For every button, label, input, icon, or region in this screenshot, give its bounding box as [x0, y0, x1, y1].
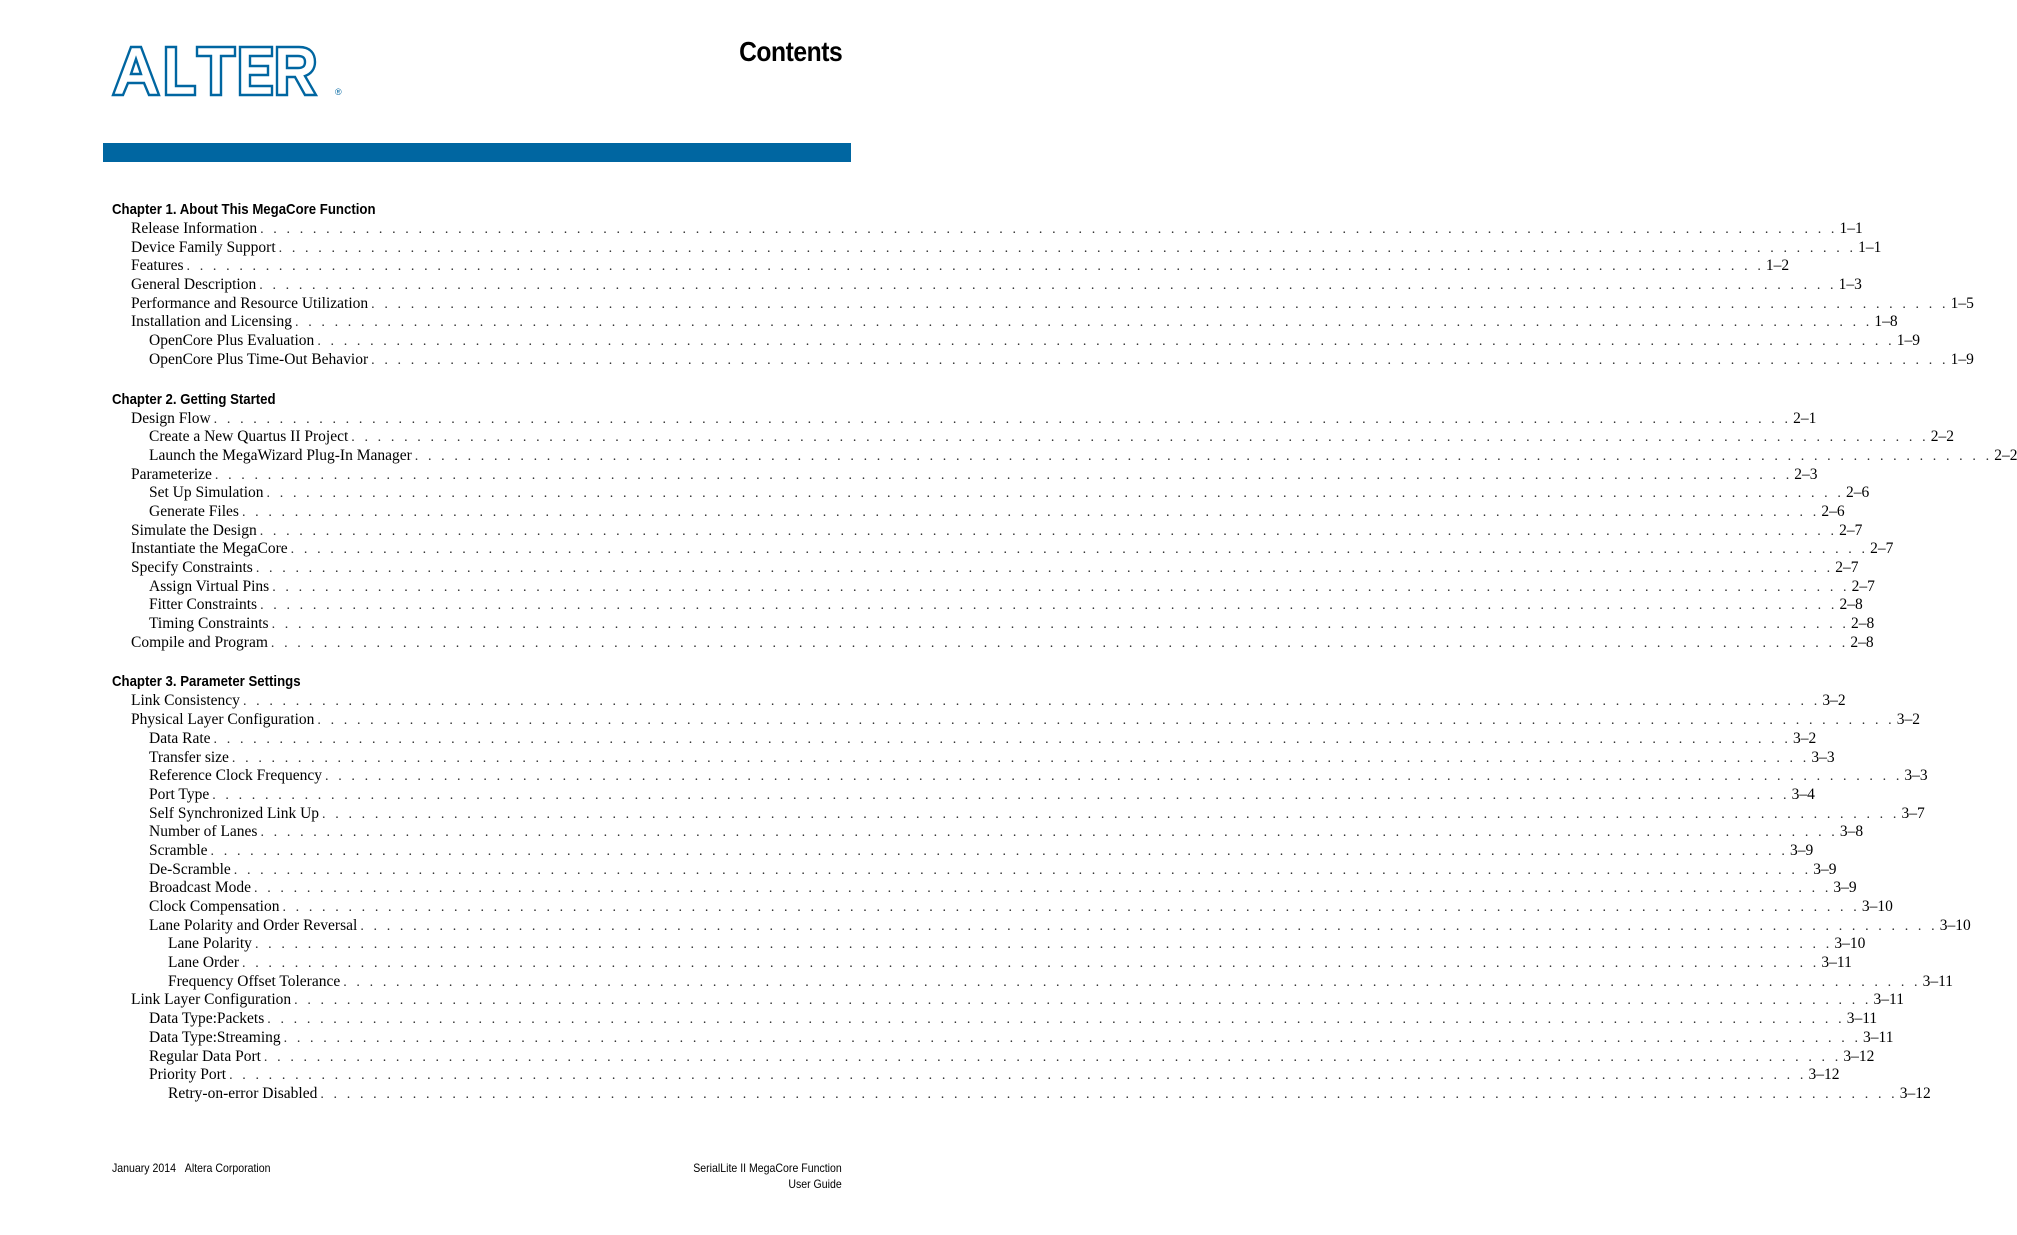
dot-leader: . . . . . . . . . . . . . . . . . . . . . . . . . . . . . . . . . . . . . . . . . . . . . . . . . . . . . . . . . . . . . . . . . . . . . . . . . . . . . . . . . . . . . . . . . . . . . . . . . . . . . . . . . . . . . . . . . . . . . . . . [260, 598, 1838, 614]
toc-entry[interactable] [112, 1084, 1931, 1104]
toc-entry[interactable] [112, 804, 1925, 824]
toc-entry-page: 2–2 [1930, 428, 1954, 446]
toc-entry-page: 1–5 [1950, 294, 1974, 312]
toc-entry-page: 2–7 [1870, 540, 1894, 558]
page-title: Contents [738, 36, 842, 67]
toc-entry-label: Number of Lanes [149, 823, 258, 841]
dot-leader: . . . . . . . . . . . . . . . . . . . . . . . . . . . . . . . . . . . . . . . . . . . . . . . . . . . . . . . . . . . . . . . . . . . . . . . . . . . . . . . . . . . . . . . . . . . . . . . . . . . . . . . . . . . . . . . . . . . . . . . . [271, 617, 1849, 633]
toc-entry-label: Instantiate the MegaCore [131, 540, 288, 558]
dot-leader: . . . . . . . . . . . . . . . . . . . . . . . . . . . . . . . . . . . . . . . . . . . . . . . . . . . . . . . . . . . . . . . . . . . . . . . . . . . . . . . . . . . . . . . . . . . . . . . . . . . . . . . . . . . . . . . . . . . . . . . . [259, 278, 1837, 294]
toc-entry[interactable] [112, 841, 1814, 861]
toc-entry[interactable] [112, 409, 1817, 429]
svg-text:®: ® [335, 87, 342, 97]
toc-entry-page: 3–2 [1896, 711, 1921, 729]
toc-entry-page: 3–11 [1846, 1010, 1878, 1028]
toc-entry[interactable] [112, 748, 1835, 768]
dot-leader: . . . . . . . . . . . . . . . . . . . . . . . . . . . . . . . . . . . . . . . . . . . . . . . . . . . . . . . . . . . . . . . . . . . . . . . . . . . . . . . . . . . . . . . . . . . . . . . . . . . . . . . . . . . . . . . . . . . . . . . . [325, 769, 1903, 785]
toc-entry[interactable] [112, 898, 1893, 917]
dot-leader: . . . . . . . . . . . . . . . . . . . . . . . . . . . . . . . . . . . . . . . . . . . . . . . . . . . . . . . . . . . . . . . . . . . . . . . . . . . . . . . . . . . . . . . . . . . . . . . . . . . . . . . . . . . . . . . . . . . . . . . . [343, 974, 1921, 990]
toc-entry-label: Physical Layer Configuration [131, 711, 315, 729]
dot-leader: . . . . . . . . . . . . . . . . . . . . . . . . . . . . . . . . . . . . . . . . . . . . . . . . . . . . . . . . . . . . . . . . . . . . . . . . . . . . . . . . . . . . . . . . . . . . . . . . . . . . . . . . . . . . . . . . . . . . . . . . [229, 1068, 1807, 1084]
toc-entry-label: General Description [131, 276, 257, 294]
dot-leader: . . . . . . . . . . . . . . . . . . . . . . . . . . . . . . . . . . . . . . . . . . . . . . . . . . . . . . . . . . . . . . . . . . . . . . . . . . . . . . . . . . . . . . . . . . . . . . . . . . . . . . . . . . . . . . . . . . . . . . . . [290, 542, 1869, 558]
toc-entry-label: Release Information [131, 220, 258, 237]
toc-entry-page: 1–9 [1950, 350, 1974, 368]
toc-entry-label: Simulate the Design [131, 521, 257, 539]
dot-leader: . . . . . . . . . . . . . . . . . . . . . . . . . . . . . . . . . . . . . . . . . . . . . . . . . . . . . . . . . . . . . . . . . . . . . . . . . . . . . . . . . . . . . . . . . . . . . . . . . . . . . . . . . . . . . . . . . . . . . . . . [241, 504, 1820, 520]
dot-leader: . . . . . . . . . . . . . . . . . . . . . . . . . . . . . . . . . . . . . . . . . . . . . . . . . . . . . . . . . . . . . . . . . . . . . . . . . . . . . . . . . . . . . . . . . . . . . . . . . . . . . . . . . . . . . . . . . . . . . . . . [317, 334, 1895, 350]
toc-entry-page: 2–8 [1839, 596, 1863, 614]
toc-entry-page: 2–6 [1845, 484, 1870, 502]
dot-leader: . . . . . . . . . . . . . . . . . . . . . . . . . . . . . . . . . . . . . . . . . . . . . . . . . . . . . . . . . . . . . . . . . . . . . . . . . . . . . . . . . . . . . . . . . . . . . . . . . . . . . . . . . . . . . . . . . . . . . . . . [283, 1030, 1862, 1046]
toc-entry-page: 3–3 [1904, 767, 1928, 785]
toc-entry-label: Generate Files [149, 502, 239, 520]
dot-leader: . . . . . . . . . . . . . . . . . . . . . . . . . . . . . . . . . . . . . . . . . . . . . . . . . . . . . . . . . . . . . . . . . . . . . . . . . . . . . . . . . . . . . . . . . . . . . . . . . . . . . . . . . . . . . . . . . . . . . . . . [212, 787, 1790, 803]
toc-entry-page: 3–7 [1901, 804, 1925, 822]
dot-leader: . . . . . . . . . . . . . . . . . . . . . . . . . . . . . . . . . . . . . . . . . . . . . . . . . . . . . . . . . . . . . . . . . . . . . . . . . . . . . . . . . . . . . . . . . . . . . . . . . . . . . . . . . . . . . . . . . . . . . . . . [233, 862, 1812, 878]
toc-entry-page: 3–12 [1843, 1047, 1875, 1065]
toc-entry-label: Frequency Offset Tolerance [168, 972, 341, 990]
toc-entry[interactable] [112, 540, 1894, 559]
toc-entry-label: Performance and Resource Utilization [131, 294, 369, 312]
toc-entry-label: Launch the MegaWizard Plug-In Manager [149, 446, 412, 464]
dot-leader: . . . . . . . . . . . . . . . . . . . . . . . . . . . . . . . . . . . . . . . . . . . . . . . . . . . . . . . . . . . . . . . . . . . . . . . . . . . . . . . . . . . . . . . . . . . . . . . . . . . . . . . . . . . . . . . . . . . . . . . . [320, 1086, 1898, 1102]
toc-entry-label: Priority Port [149, 1066, 227, 1084]
toc-entry-page: 3–10 [1939, 916, 1971, 934]
chapter-heading[interactable]: Chapter 3. Parameter Settings [112, 673, 301, 691]
dot-leader: . . . . . . . . . . . . . . . . . . . . . . . . . . . . . . . . . . . . . . . . . . . . . . . . . . . . . . . . . . . . . . . . . . . . . . . . . . . . . . . . . . . . . . . . . . . . . . . . . . . . . . . . . . . . . . . . . . . . . . . . [272, 579, 1850, 595]
chapter-section [112, 672, 1971, 1103]
toc-entry-page: 3–8 [1839, 823, 1864, 841]
dot-leader: . . . . . . . . . . . . . . . . . . . . . . . . . . . . . . . . . . . . . . . . . . . . . . . . . . . . . . . . . . . . . . . . . . . . . . . . . . . . . . . . . . . . . . . . . . . . . . . . . . . . . . . . . . . . . . . . . . . . . . . . [254, 881, 1832, 897]
dot-leader: . . . . . . . . . . . . . . . . . . . . . . . . . . . . . . . . . . . . . . . . . . . . . . . . . . . . . . . . . . . . . . . . . . . . . . . . . . . . . . . . . . . . . . . . . . . . . . . . . . . . . . . . . . . . . . . . . . . . . . . . [371, 296, 1949, 312]
toc-entry-page: 3–4 [1791, 785, 1815, 803]
toc-entry-label: Link Layer Configuration [131, 991, 292, 1009]
dot-leader: . . . . . . . . . . . . . . . . . . . . . . . . . . . . . . . . . . . . . . . . . . . . . . . . . . . . . . . . . . . . . . . . . . . . . . . . . . . . . . . . . . . . . . . . . . . . . . . . . . . . . . . . . . . . . . . . . . . . . . . . [242, 694, 1821, 710]
dot-leader: . . . . . . . . . . . . . . . . . . . . . . . . . . . . . . . . . . . . . . . . . . . . . . . . . . . . . . . . . . . . . . . . . . . . . . . . . . . . . . . . . . . . . . . . . . . . . . . . . . . . . . . . . . . . . . . . . . . . . . . . [242, 956, 1820, 972]
toc-entry-page: 3–12 [1899, 1084, 1931, 1102]
chapter-heading[interactable]: Chapter 1. About This MegaCore Function [112, 201, 376, 218]
toc-entry[interactable] [112, 502, 1845, 522]
toc-entry-page: 3–11 [1922, 972, 1954, 990]
dot-leader: . . . . . . . . . . . . . . . . . . . . . . . . . . . . . . . . . . . . . . . . . . . . . . . . . . . . . . . . . . . . . . . . . . . . . . . . . . . . . . . . . . . . . . . . . . . . . . . . . . . . . . . . . . . . . . . . . . . . . . . . [254, 937, 1833, 953]
toc-entry-label: OpenCore Plus Time-Out Behavior [149, 350, 369, 368]
toc-entry-label: Link Consistency [131, 692, 240, 710]
dot-leader: . . . . . . . . . . . . . . . . . . . . . . . . . . . . . . . . . . . . . . . . . . . . . . . . . . . . . . . . . . . . . . . . . . . . . . . . . . . . . . . . . . . . . . . . . . . . . . . . . . . . . . . . . . . . . . . . . . . . . . . . [213, 731, 1791, 747]
toc-entry-page: 2–3 [1794, 465, 1818, 483]
toc-entry[interactable] [112, 823, 1864, 842]
toc-entry-label: Transfer size [149, 748, 229, 766]
toc-entry-label: Data Type:Packets [149, 1010, 265, 1028]
dot-leader: . . . . . . . . . . . . . . . . . . . . . . . . . . . . . . . . . . . . . . . . . . . . . . . . . . . . . . . . . . . . . . . . . . . . . . . . . . . . . . . . . . . . . . . . . . . . . . . . . . . . . . . . . . . . . . . . . . . . . . . . [186, 259, 1764, 275]
toc-entry[interactable] [112, 1047, 1875, 1067]
dot-leader: . . . . . . . . . . . . . . . . . . . . . . . . . . . . . . . . . . . . . . . . . . . . . . . . . . . . . . . . . . . . . . . . . . . . . . . . . . . . . . . . . . . . . . . . . . . . . . . . . . . . . . . . . . . . . . . . . . . . . . . . [278, 240, 1857, 256]
dot-leader: . . . . . . . . . . . . . . . . . . . . . . . . . . . . . . . . . . . . . . . . . . . . . . . . . . . . . . . . . . . . . . . . . . . . . . . . . . . . . . . . . . . . . . . . . . . . . . . . . . . . . . . . . . . . . . . . . . . . . . . . [360, 918, 1938, 934]
toc-entry-page: 3–10 [1834, 935, 1866, 953]
toc-entry-page: 3–3 [1811, 748, 1835, 766]
toc-entry-label: Regular Data Port [149, 1047, 261, 1065]
toc-entry[interactable] [112, 615, 1875, 634]
toc-entry[interactable] [112, 935, 1866, 954]
chapter-section [112, 390, 2017, 653]
toc-entry[interactable] [112, 692, 1846, 711]
toc-entry-page: 3–10 [1861, 898, 1893, 915]
toc-entry[interactable] [112, 1066, 1840, 1085]
toc-entry[interactable] [112, 729, 1817, 749]
toc-entry-page: 3–12 [1808, 1066, 1840, 1084]
toc-entry[interactable] [112, 238, 1882, 258]
toc-entry-label: Clock Compensation [149, 898, 280, 915]
toc-entry-label: Lane Polarity [168, 935, 252, 953]
toc-entry[interactable] [112, 521, 1863, 541]
toc-entry-label: Broadcast Mode [149, 879, 252, 897]
dot-leader: . . . . . . . . . . . . . . . . . . . . . . . . . . . . . . . . . . . . . . . . . . . . . . . . . . . . . . . . . . . . . . . . . . . . . . . . . . . . . . . . . . . . . . . . . . . . . . . . . . . . . . . . . . . . . . . . . . . . . . . . [255, 561, 1834, 576]
toc-entry-label: De-Scramble [149, 860, 231, 878]
toc-entry-page: 2–1 [1793, 409, 1817, 427]
dot-leader: . . . . . . . . . . . . . . . . . . . . . . . . . . . . . . . . . . . . . . . . . . . . . . . . . . . . . . . . . . . . . . . . . . . . . . . . . . . . . . . . . . . . . . . . . . . . . . . . . . . . . . . . . . . . . . . . . . . . . . . . [260, 825, 1838, 841]
toc-entry[interactable] [112, 972, 1954, 992]
toc-entry[interactable] [112, 332, 1920, 351]
toc-entry-page: 3–9 [1833, 879, 1857, 897]
toc-entry-label: Design Flow [131, 409, 211, 427]
toc-entry[interactable] [112, 860, 1837, 880]
dot-leader: . . . . . . . . . . . . . . . . . . . . . . . . . . . . . . . . . . . . . . . . . . . . . . . . . . . . . . . . . . . . . . . . . . . . . . . . . . . . . . . . . . . . . . . . . . . . . . . . . . . . . . . . . . . . . . . . . . . . . . . . [266, 486, 1844, 502]
toc-entry-label: Scramble [149, 841, 208, 859]
footer-right [694, 1160, 843, 1192]
toc-entry-label: Data Rate [149, 729, 211, 747]
toc-entry[interactable] [112, 954, 1852, 973]
dot-leader: . . . . . . . . . . . . . . . . . . . . . . . . . . . . . . . . . . . . . . . . . . . . . . . . . . . . . . . . . . . . . . . . . . . . . . . . . . . . . . . . . . . . . . . . . . . . . . . . . . . . . . . . . . . . . . . . . . . . . . . . [317, 713, 1895, 729]
toc-entry[interactable] [112, 596, 1863, 615]
toc-entry[interactable] [112, 577, 1875, 597]
toc-entry[interactable] [112, 276, 1862, 295]
dot-leader: . . . . . . . . . . . . . . . . . . . . . . . . . . . . . . . . . . . . . . . . . . . . . . . . . . . . . . . . . . . . . . . . . . . . . . . . . . . . . . . . . . . . . . . . . . . . . . . . . . . . . . . . . . . . . . . . . . . . . . . . [263, 1049, 1842, 1065]
toc-entry-label: Assign Virtual Pins [149, 577, 270, 595]
footer-product: SerialLite II MegaCore Function [693, 1161, 842, 1175]
footer-left [112, 1160, 271, 1176]
toc-entry-page: 3–11 [1863, 1028, 1894, 1046]
header-banner [103, 143, 851, 162]
toc-entry-page: 3–2 [1822, 692, 1846, 710]
toc-entry-label: Port Type [149, 785, 210, 803]
dot-leader: . . . . . . . . . . . . . . . . . . . . . . . . . . . . . . . . . . . . . . . . . . . . . . . . . . . . . . . . . . . . . . . . . . . . . . . . . . . . . . . . . . . . . . . . . . . . . . . . . . . . . . . . . . . . . . . . . . . . . . . . [282, 900, 1860, 915]
toc-entry-label: Compile and Program [131, 633, 268, 651]
toc-entry[interactable] [112, 879, 1857, 898]
toc-entry-label: Fitter Constraints [149, 596, 258, 614]
dot-leader: . . . . . . . . . . . . . . . . . . . . . . . . . . . . . . . . . . . . . . . . . . . . . . . . . . . . . . . . . . . . . . . . . . . . . . . . . . . . . . . . . . . . . . . . . . . . . . . . . . . . . . . . . . . . . . . . . . . . . . . . [267, 1012, 1845, 1028]
toc-entry-label: Create a New Quartus II Project [149, 428, 349, 446]
dot-leader: . . . . . . . . . . . . . . . . . . . . . . . . . . . . . . . . . . . . . . . . . . . . . . . . . . . . . . . . . . . . . . . . . . . . . . . . . . . . . . . . . . . . . . . . . . . . . . . . . . . . . . . . . . . . . . . . . . . . . . . . [294, 993, 1872, 1009]
toc-entry[interactable] [112, 711, 1921, 730]
toc-entry-page: 2–7 [1835, 559, 1859, 576]
footer-date: January 2014 [112, 1161, 177, 1175]
toc-entry[interactable] [112, 767, 1928, 786]
toc-entry[interactable] [112, 991, 1904, 1010]
footer-company: Altera Corporation [184, 1161, 271, 1175]
toc-entry-page: 3–2 [1792, 729, 1817, 747]
dot-leader: . . . . . . . . . . . . . . . . . . . . . . . . . . . . . . . . . . . . . . . . . . . . . . . . . . . . . . . . . . . . . . . . . . . . . . . . . . . . . . . . . . . . . . . . . . . . . . . . . . . . . . . . . . . . . . . . . . . . . . . . [371, 352, 1949, 368]
toc-entry-label: Device Family Support [131, 238, 276, 256]
toc-entry-page: 1–9 [1896, 332, 1920, 350]
toc-entry-label: Timing Constraints [149, 615, 269, 633]
toc-entry-label: OpenCore Plus Evaluation [149, 332, 315, 350]
toc-entry-label: Lane Order [168, 954, 239, 972]
dot-leader: . . . . . . . . . . . . . . . . . . . . . . . . . . . . . . . . . . . . . . . . . . . . . . . . . . . . . . . . . . . . . . . . . . . . . . . . . . . . . . . . . . . . . . . . . . . . . . . . . . . . . . . . . . . . . . . . . . . . . . . . [295, 315, 1873, 331]
toc-entry-label: Set Up Simulation [149, 484, 264, 502]
toc-entry-page: 3–9 [1813, 860, 1837, 878]
toc-entry[interactable] [112, 1010, 1878, 1029]
footer-doc-type: User Guide [788, 1177, 842, 1191]
dot-leader: . . . . . . . . . . . . . . . . . . . . . . . . . . . . . . . . . . . . . . . . . . . . . . . . . . . . . . . . . . . . . . . . . . . . . . . . . . . . . . . . . . . . . . . . . . . . . . . . . . . . . . . . . . . . . . . . . . . . . . . . [210, 843, 1788, 859]
toc-entry-label: Parameterize [131, 465, 212, 483]
toc-entry[interactable] [112, 465, 1818, 485]
dot-leader: . . . . . . . . . . . . . . . . . . . . . . . . . . . . . . . . . . . . . . . . . . . . . . . . . . . . . . . . . . . . . . . . . . . . . . . . . . . . . . . . . . . . . . . . . . . . . . . . . . . . . . . . . . . . . . . . . . . . . . . . [322, 806, 1900, 822]
toc-entry-label: Installation and Licensing [131, 313, 292, 331]
toc-entry[interactable] [112, 633, 1874, 653]
toc-entry-page: 1–3 [1838, 276, 1862, 294]
toc-entry[interactable] [112, 350, 1974, 370]
toc-entry-page: 3–11 [1873, 991, 1904, 1009]
toc-entry-page: 1–1 [1839, 220, 1863, 237]
toc-entry-page: 2–8 [1850, 633, 1874, 651]
dot-leader: . . . . . . . . . . . . . . . . . . . . . . . . . . . . . . . . . . . . . . . . . . . . . . . . . . . . . . . . . . . . . . . . . . . . . . . . . . . . . . . . . . . . . . . . . . . . . . . . . . . . . . . . . . . . . . . . . . . . . . . . [351, 430, 1929, 446]
toc-entry[interactable] [112, 294, 1974, 314]
toc-entry-page: 2–7 [1839, 521, 1863, 539]
toc-entry[interactable] [112, 446, 2017, 466]
toc-entry-label: Self Synchronized Link Up [149, 804, 320, 822]
toc-entry-label: Features [131, 257, 184, 275]
dot-leader: . . . . . . . . . . . . . . . . . . . . . . . . . . . . . . . . . . . . . . . . . . . . . . . . . . . . . . . . . . . . . . . . . . . . . . . . . . . . . . . . . . . . . . . . . . . . . . . . . . . . . . . . . . . . . . . . . . . . . . . . [270, 635, 1849, 651]
table-of-contents [112, 200, 2017, 1124]
chapter-heading[interactable]: Chapter 2. Getting Started [112, 390, 276, 408]
toc-entry-label: Specify Constraints [131, 559, 253, 576]
altera-logo [111, 45, 347, 97]
toc-entry[interactable] [112, 559, 1859, 578]
toc-entry-page: 2–8 [1851, 615, 1875, 633]
toc-entry-page: 3–9 [1789, 841, 1814, 859]
dot-leader: . . . . . . . . . . . . . . . . . . . . . . . . . . . . . . . . . . . . . . . . . . . . . . . . . . . . . . . . . . . . . . . . . . . . . . . . . . . . . . . . . . . . . . . . . . . . . . . . . . . . . . . . . . . . . . . . . . . . . . . . [414, 448, 1993, 464]
toc-entry[interactable] [112, 484, 1870, 503]
dot-leader: . . . . . . . . . . . . . . . . . . . . . . . . . . . . . . . . . . . . . . . . . . . . . . . . . . . . . . . . . . . . . . . . . . . . . . . . . . . . . . . . . . . . . . . . . . . . . . . . . . . . . . . . . . . . . . . . . . . . . . . . [259, 523, 1838, 539]
toc-entry-page: 2–2 [1994, 446, 2017, 464]
toc-entry[interactable] [112, 313, 1898, 332]
toc-entry-label: Retry-on-error Disabled [168, 1084, 318, 1102]
chapter-section [112, 200, 1974, 370]
toc-entry[interactable] [112, 785, 1815, 805]
toc-entry-page: 2–7 [1851, 577, 1875, 595]
toc-entry[interactable] [112, 1028, 1894, 1048]
dot-leader: . . . . . . . . . . . . . . . . . . . . . . . . . . . . . . . . . . . . . . . . . . . . . . . . . . . . . . . . . . . . . . . . . . . . . . . . . . . . . . . . . . . . . . . . . . . . . . . . . . . . . . . . . . . . . . . . . . . . . . . . [231, 750, 1810, 766]
toc-entry-label: Data Type:Streaming [149, 1028, 281, 1046]
toc-entry-label: Reference Clock Frequency [149, 767, 323, 785]
dot-leader: . . . . . . . . . . . . . . . . . . . . . . . . . . . . . . . . . . . . . . . . . . . . . . . . . . . . . . . . . . . . . . . . . . . . . . . . . . . . . . . . . . . . . . . . . . . . . . . . . . . . . . . . . . . . . . . . . . . . . . . . [214, 467, 1793, 483]
toc-entry[interactable] [112, 916, 1971, 936]
toc-entry-page: 2–6 [1821, 502, 1845, 520]
toc-entry[interactable] [112, 257, 1790, 276]
toc-entry-page: 1–2 [1765, 257, 1790, 275]
toc-entry[interactable] [112, 428, 1954, 447]
toc-entry-page: 3–11 [1821, 954, 1852, 972]
dot-leader: . . . . . . . . . . . . . . . . . . . . . . . . . . . . . . . . . . . . . . . . . . . . . . . . . . . . . . . . . . . . . . . . . . . . . . . . . . . . . . . . . . . . . . . . . . . . . . . . . . . . . . . . . . . . . . . . . . . . . . . . [260, 222, 1838, 237]
toc-entry-page: 1–8 [1874, 313, 1898, 331]
toc-entry-page: 1–1 [1858, 238, 1882, 256]
toc-entry-label: Lane Polarity and Order Reversal [149, 916, 358, 934]
toc-entry[interactable] [112, 220, 1863, 239]
dot-leader: . . . . . . . . . . . . . . . . . . . . . . . . . . . . . . . . . . . . . . . . . . . . . . . . . . . . . . . . . . . . . . . . . . . . . . . . . . . . . . . . . . . . . . . . . . . . . . . . . . . . . . . . . . . . . . . . . . . . . . . . [213, 411, 1792, 427]
